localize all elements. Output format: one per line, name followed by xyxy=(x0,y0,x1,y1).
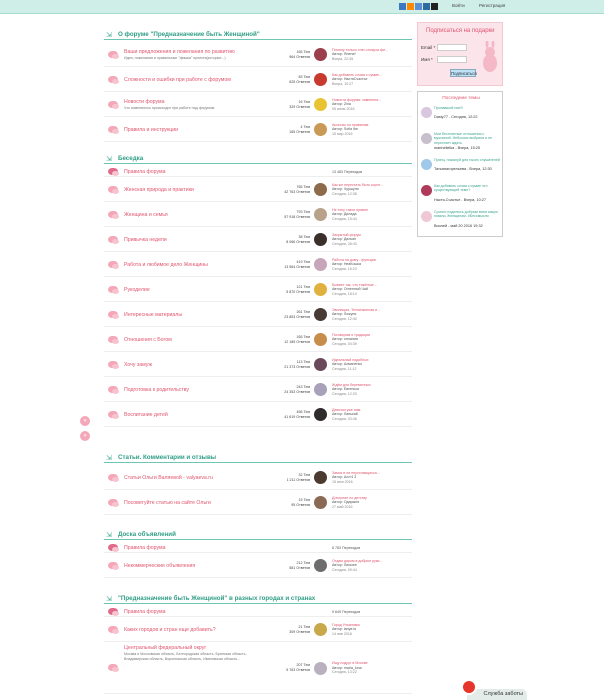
forum-name-link[interactable]: Рукоделие xyxy=(124,286,150,293)
redirect-count: 8 783 Переходов xyxy=(332,545,361,550)
latest-topics-box xyxy=(417,91,503,237)
forum-row xyxy=(104,553,412,578)
forum-row xyxy=(104,606,412,617)
topic-count: 456 Тем xyxy=(296,409,310,414)
last-post-author: Автор: Sofia Ibe xyxy=(332,127,359,132)
avatar[interactable] xyxy=(314,73,327,86)
reply-count: 8 066 Ответов xyxy=(286,239,310,244)
topic-count: 793 Тем xyxy=(296,209,310,214)
top-bar xyxy=(0,0,604,14)
reply-count: 24 353 Ответов xyxy=(284,389,310,394)
last-post-date: Сегодня, 04:39 xyxy=(332,341,357,346)
avatar[interactable] xyxy=(314,258,327,271)
avatar[interactable] xyxy=(314,662,327,675)
forum-row xyxy=(104,490,412,515)
collapse-icon[interactable]: ⇲ xyxy=(106,596,112,603)
topic-count: 15 Тем xyxy=(298,497,310,502)
avatar[interactable] xyxy=(421,159,432,170)
last-post-author: Автор: Ахманенко xyxy=(332,362,363,367)
last-post-author: Автор: Дилада xyxy=(332,212,357,217)
avatar[interactable] xyxy=(314,383,327,396)
forum-status-icon xyxy=(108,608,118,615)
forum-description: Москва и Московская область, Белгородская область, Брянская область, Владимирская область, Воронежская область, Ивановская область... xyxy=(124,652,247,661)
subscribe-box xyxy=(417,22,503,86)
avatar[interactable] xyxy=(314,408,327,421)
last-post xyxy=(332,559,410,573)
forum-stats xyxy=(264,498,310,508)
reply-count: 42 763 Ответов xyxy=(284,189,310,194)
reply-count: 329 Ответов xyxy=(289,104,310,109)
last-post-date: 27 май 2016 xyxy=(332,504,353,509)
reply-count: 41 619 Ответов xyxy=(284,414,310,419)
forum-name-link[interactable]: Женщина и семья xyxy=(124,211,168,218)
topic-count: 207 Тем xyxy=(296,663,310,667)
last-post-author: Автор: Евгенька xyxy=(332,387,359,392)
latest-topic-item xyxy=(420,210,502,230)
topic-count: 83 Тем xyxy=(298,74,310,79)
category-title[interactable]: О форуме "Предназначение быть Женщиной" xyxy=(118,31,260,38)
last-post-author: Автор: Ланька8 xyxy=(332,412,358,417)
care-service-button[interactable] xyxy=(467,689,527,700)
forum-name-link[interactable]: Интересные материалы xyxy=(124,311,183,318)
last-post-title-link[interactable]: Бывает так, что тяжёлые... xyxy=(332,282,377,287)
forum-stats xyxy=(264,385,310,395)
social-icon[interactable] xyxy=(415,3,422,10)
forum-name-link[interactable]: Новости форума xyxy=(124,98,165,105)
avatar[interactable] xyxy=(314,559,327,572)
forum-row xyxy=(104,277,412,302)
category-title[interactable]: Доска объявлений xyxy=(118,531,176,538)
forum-name-link[interactable]: Правила и инструкции xyxy=(124,126,179,133)
category-section xyxy=(104,154,412,421)
last-post xyxy=(332,73,410,87)
sidebar xyxy=(417,22,503,237)
forum-row xyxy=(104,177,412,202)
forum-name-link[interactable]: Воспитание детей xyxy=(124,411,168,418)
topic-count: 16 Тем xyxy=(298,99,310,104)
forum-status-icon xyxy=(108,211,118,218)
forum-status-icon xyxy=(108,411,118,418)
forum-status-icon xyxy=(108,386,118,393)
last-post-title-link[interactable]: Девочки уже нам xyxy=(332,407,361,412)
page-up-button[interactable]: « xyxy=(80,416,90,426)
forum-name-link[interactable]: Подготовка к родительству xyxy=(124,386,189,393)
forum-stats xyxy=(264,625,310,635)
email-label: Email * xyxy=(421,45,436,50)
notification-icon xyxy=(461,679,477,695)
redirect-count: 9 649 Переходов xyxy=(332,609,361,614)
forum-stats xyxy=(264,410,310,420)
category-section xyxy=(104,594,412,675)
forum-row xyxy=(104,117,412,142)
forum-row xyxy=(104,617,412,642)
topic-count: 4 Тем xyxy=(300,124,310,129)
forum-name-link[interactable]: Посоветуйте статью на сайте Ольги xyxy=(124,499,211,506)
last-post-author: Автор: Ложуля xyxy=(332,312,357,317)
forum-stats xyxy=(264,663,310,673)
reply-count: 95 Ответов xyxy=(291,502,310,507)
last-post-title-link[interactable]: Аксессы по правилам xyxy=(332,122,369,127)
topic-count: 212 Тем xyxy=(296,560,310,565)
last-post-title-link[interactable]: Закрытый форум xyxy=(332,232,361,237)
subscribe-button[interactable]: Подписаться xyxy=(451,71,477,76)
forum-stats xyxy=(264,235,310,245)
latest-topic-link[interactable]: Срочно поделюсь добрым всем какую помочь Женщинам. #Бессмысли xyxy=(434,210,498,219)
forum-status-icon xyxy=(108,76,118,83)
forum-stats xyxy=(264,473,310,483)
forum-stats xyxy=(264,285,310,295)
category-section xyxy=(104,530,412,572)
last-post-author: Автор: lanya ts xyxy=(332,627,357,632)
reply-count: 5 763 Ответов xyxy=(286,668,310,672)
latest-topic-meta: Татьянагорельева - Вчера, 12:30 xyxy=(434,167,492,171)
last-post-author: Автор: Алл'4 3 xyxy=(332,475,357,480)
last-post-author: Автор: НастяСчастье xyxy=(332,77,368,82)
category-header[interactable] xyxy=(104,530,412,540)
latest-topic-meta: Виолей - май 20 2016 19:32 xyxy=(434,224,483,228)
latest-topic-link[interactable]: Как добавить слова к сумме что существующей теме? xyxy=(434,184,488,193)
forum-row xyxy=(104,92,412,117)
avatar[interactable] xyxy=(314,308,327,321)
last-post-author: Автор: Ликсинг xyxy=(332,563,357,568)
topic-count: 165 Тем xyxy=(296,334,310,339)
avatar[interactable] xyxy=(314,358,327,371)
forum-stats xyxy=(264,210,310,220)
forum-name-link[interactable]: Хочу замуж xyxy=(124,361,152,368)
forum-stats xyxy=(264,561,310,571)
forum-name-link[interactable]: Статьи Ольги Валяевой - valyaeva.ru xyxy=(124,474,213,481)
topic-count: 243 Тем xyxy=(296,384,310,389)
forum-status-icon xyxy=(108,499,118,506)
forum-status-icon xyxy=(108,544,118,551)
last-post-title-link[interactable]: Почему только снег-спокуха фи... xyxy=(332,47,388,52)
avatar[interactable] xyxy=(421,211,432,222)
last-post-date: Вчера, 10:27 xyxy=(332,81,354,86)
forum-status-icon xyxy=(108,664,118,671)
last-post xyxy=(332,208,410,222)
avatar[interactable] xyxy=(421,107,432,118)
topic-count: 261 Тем xyxy=(296,309,310,314)
last-post-title-link[interactable]: Новости форума: заменили... xyxy=(332,97,382,102)
avatar[interactable] xyxy=(314,233,327,246)
forum-name-link[interactable]: Ваши предложения и пожелания по развитию xyxy=(124,48,235,55)
forum-name-link[interactable]: Сложности и ошибки при работе с форумом xyxy=(124,76,231,83)
category-header[interactable] xyxy=(104,154,412,164)
forum-stats xyxy=(264,125,310,135)
avatar[interactable] xyxy=(314,123,327,136)
last-post-author: Автор: оплалия xyxy=(332,337,358,342)
forum-row xyxy=(104,67,412,92)
collapse-icon[interactable]: ⇲ xyxy=(106,455,112,462)
last-post-author: Автор: Одарыня xyxy=(332,500,360,505)
forum-row xyxy=(104,542,412,553)
name-label: Имя * xyxy=(421,57,433,62)
reply-count: 165 Ответов xyxy=(289,129,310,134)
forum-row xyxy=(104,352,412,377)
reply-count: 21 373 Ответов xyxy=(284,364,310,369)
forum-status-icon xyxy=(108,126,118,133)
last-post-title-link[interactable]: Работа на дому - функции xyxy=(332,257,376,262)
avatar[interactable] xyxy=(314,623,327,636)
forum-status-icon xyxy=(108,261,118,268)
topic-count: 765 Тем xyxy=(296,184,310,189)
last-post-author: Автор: Zina xyxy=(332,102,351,107)
topic-count: 121 Тем xyxy=(296,284,310,289)
last-post-date: Сегодня, 11:12 xyxy=(332,366,357,371)
latest-topic-meta: Настя-Счастье - Вчера, 10:27 xyxy=(434,198,487,202)
collapse-icon[interactable]: ⇲ xyxy=(106,156,112,163)
latest-topic-meta: Dasty77 - Сегодня, 12:22 xyxy=(434,115,478,119)
forum-stats xyxy=(264,185,310,195)
last-post-title-link[interactable]: Поговорим о традиции xyxy=(332,332,370,337)
latest-topic-link[interactable]: Пропавший ник!!! xyxy=(434,106,463,110)
collapse-icon[interactable]: ⇲ xyxy=(106,32,112,39)
last-post-date: Сегодня, 28:43 xyxy=(332,241,357,246)
forum-row xyxy=(104,202,412,227)
forum-name-link[interactable]: Правила форума xyxy=(124,544,166,551)
last-post-title-link[interactable]: Ждём для беременных xyxy=(332,382,371,387)
forum-row xyxy=(104,465,412,490)
last-post xyxy=(332,283,410,297)
avatar[interactable] xyxy=(314,208,327,221)
forum-stats xyxy=(264,50,310,60)
last-post-title-link[interactable]: Как же перестать быть корот... xyxy=(332,182,383,187)
last-post-title-link[interactable]: Эволюция, Техни/жонная и... xyxy=(332,307,381,312)
topic-count: 113 Тем xyxy=(296,359,310,364)
reply-count: 625 Ответов xyxy=(289,79,310,84)
forum-status-icon xyxy=(108,101,118,108)
last-post-author: Автор: Чуршуля xyxy=(332,187,359,192)
forum-row xyxy=(104,252,412,277)
social-icons xyxy=(399,3,438,10)
latest-topics-title: Последние темы xyxy=(442,96,480,101)
last-post-title-link[interactable]: Отдам даром в добрые руки... xyxy=(332,558,383,563)
last-post xyxy=(332,496,410,510)
register-link[interactable]: Регистрация xyxy=(479,3,506,8)
forum-row xyxy=(104,302,412,327)
reply-count: 5 870 Ответов xyxy=(286,289,310,294)
forum-status-icon xyxy=(108,474,118,481)
forum-row xyxy=(104,327,412,352)
bunny-illustration-icon xyxy=(480,41,500,73)
latest-topic-item xyxy=(420,158,502,178)
avatar[interactable] xyxy=(314,496,327,509)
forum-row xyxy=(104,42,412,67)
topic-count: 21 Тем xyxy=(298,624,310,629)
last-post xyxy=(332,258,410,272)
forum-status-icon xyxy=(108,51,118,58)
last-post xyxy=(332,48,410,62)
avatar[interactable] xyxy=(314,333,327,346)
last-post-date: Сегодня, 09:44 xyxy=(332,567,357,572)
forum-status-icon xyxy=(108,562,118,569)
last-post xyxy=(332,408,410,422)
social-icon[interactable] xyxy=(399,3,406,10)
avatar[interactable] xyxy=(314,48,327,61)
reply-count: 57 918 Ответов xyxy=(284,214,310,219)
topic-count: 419 Тем xyxy=(296,259,310,264)
last-post xyxy=(332,183,410,197)
category-header[interactable] xyxy=(104,594,412,604)
reply-count: 1 211 Ответов xyxy=(286,477,310,482)
category-title[interactable]: "Предназначение быть Женщиной" в разных городах и странах xyxy=(118,595,316,602)
forum-name-link[interactable]: Правила форума xyxy=(124,168,166,175)
forum-status-icon xyxy=(108,626,118,633)
category-section xyxy=(104,30,412,136)
last-post-date: 05 июнь 2016 xyxy=(332,106,355,111)
login-link[interactable]: Войти xyxy=(452,3,465,8)
latest-topic-link[interactable]: Мои бесплатные отношения с мужчиной. Небосяок выбрали и не перестает ждать. xyxy=(434,132,493,145)
last-post-title-link[interactable]: Город Ульяновск xyxy=(332,622,360,627)
latest-topic-item xyxy=(420,132,502,152)
forum-description: Идеи, пожелания и правильные "фишки" проекта(которые...) xyxy=(124,55,226,60)
forum-status-icon xyxy=(108,286,118,293)
reply-count: 23 853 Ответов xyxy=(284,314,310,319)
latest-topic-meta: marinellelka - Вчера, 15:25 xyxy=(434,146,480,150)
forum-row xyxy=(104,166,412,177)
forum-stats xyxy=(264,360,310,370)
redirect-count: 13 483 Переходов xyxy=(332,169,363,174)
last-post-date: Сегодня, 12:33 xyxy=(332,391,357,396)
last-post-title-link[interactable]: Замок в ли неустоявщихся... xyxy=(332,470,380,475)
avatar[interactable] xyxy=(421,185,432,196)
forum-name-link[interactable]: Отношения с Богом xyxy=(124,336,172,343)
forum-status-icon xyxy=(108,186,118,193)
forum-stats xyxy=(264,335,310,345)
last-post-date: Сегодня, 15:44 xyxy=(332,216,357,221)
forum-description: Что изменилось происходит при работе над форумом xyxy=(124,105,215,110)
last-post-author: Автор: Дильян xyxy=(332,237,357,242)
last-post xyxy=(332,383,410,397)
last-post-date: Сегодня, 12:40 xyxy=(332,316,357,321)
avatar[interactable] xyxy=(421,133,432,144)
category-title[interactable]: Статьи. Комментарии и отзывы xyxy=(118,454,217,461)
last-post-title-link[interactable]: Дочерние по детству xyxy=(332,495,367,500)
reply-count: 13 564 Ответов xyxy=(284,264,310,269)
category-section xyxy=(104,453,412,509)
forum-row xyxy=(104,402,412,427)
forum-status-icon xyxy=(108,168,118,175)
forum-row xyxy=(104,227,412,252)
reply-count: 964 Ответов xyxy=(289,54,310,59)
forum-stats xyxy=(264,310,310,320)
forum-row xyxy=(104,377,412,402)
reply-count: 581 Ответов xyxy=(289,565,310,570)
last-post-date: Сегодня, 16:23 xyxy=(332,266,357,271)
last-post xyxy=(332,358,410,372)
last-post-date: Сегодня, 13:22 xyxy=(332,670,357,675)
reply-count: 12 189 Ответов xyxy=(284,339,310,344)
page-down-button[interactable]: » xyxy=(80,431,90,441)
last-post-date: 15 июн 2016 xyxy=(332,479,353,484)
forum-status-icon xyxy=(108,236,118,243)
last-post-title-link[interactable]: Ищу подруг в Москве xyxy=(332,661,368,665)
topic-count: 38 Тем xyxy=(298,234,310,239)
avatar[interactable] xyxy=(314,471,327,484)
forum-name-link[interactable]: Женская природа и практики xyxy=(124,186,194,193)
last-post-date: Сегодня, 03:46 xyxy=(332,416,357,421)
last-post-date: Сегодня, 18:14 xyxy=(332,291,357,296)
category-title[interactable]: Беседка xyxy=(118,155,144,162)
last-post xyxy=(332,98,410,112)
last-post-title-link[interactable]: Не тону такое правне xyxy=(332,207,369,212)
last-post xyxy=(332,661,410,675)
latest-topic-item xyxy=(420,106,502,126)
last-post-date: Сегодня, 12:38 xyxy=(332,191,357,196)
social-icon[interactable] xyxy=(407,3,414,10)
subscribe-title: Подписаться на подарки xyxy=(426,28,495,34)
topic-count: 165 Тем xyxy=(296,49,310,54)
care-service-label: Служба заботы xyxy=(483,691,523,697)
collapse-icon[interactable]: ⇲ xyxy=(106,532,112,539)
last-post-title-link[interactable]: Как добавить слова к сумме... xyxy=(332,72,383,77)
forum-row xyxy=(104,642,412,694)
forum-name-link[interactable]: Центральный федеральный округ xyxy=(124,645,207,651)
forum-name-link[interactable]: Работа и любимое дело Женщины xyxy=(124,261,208,268)
last-post-author: Автор: Ялена* xyxy=(332,52,356,57)
forum-name-link[interactable]: Привычка недели xyxy=(124,236,167,243)
avatar[interactable] xyxy=(314,283,327,296)
category-header[interactable] xyxy=(104,30,412,40)
last-post xyxy=(332,123,410,137)
avatar[interactable] xyxy=(314,98,327,111)
reply-count: 309 Ответов xyxy=(289,629,310,634)
forum-status-icon xyxy=(108,336,118,343)
forum-status-icon xyxy=(108,361,118,368)
forum-name-link[interactable]: Каких городов и стран еще добавить? xyxy=(124,626,216,633)
last-post-author: Автор: НеаКошка xyxy=(332,262,362,267)
last-post-author: Автор: Огненный Чай xyxy=(332,287,368,292)
topic-count: 32 Тем xyxy=(298,472,310,477)
last-post-title-link[interactable]: Идеальный подобных xyxy=(332,357,369,362)
last-post-date: Вчера, 22:45 xyxy=(332,56,354,61)
email-field[interactable] xyxy=(437,44,467,51)
forum-name-link[interactable]: Правила форума xyxy=(124,608,166,615)
latest-topic-link[interactable]: Принц, пожалуй для тысяч слушателей xyxy=(434,158,500,162)
avatar[interactable] xyxy=(314,183,327,196)
forum-name-link[interactable]: Некоммерческие объявления xyxy=(124,562,196,569)
last-post xyxy=(332,623,410,637)
forum-stats xyxy=(264,75,310,85)
name-field[interactable] xyxy=(437,56,467,63)
forum-status-icon xyxy=(108,311,118,318)
forum-stats xyxy=(264,100,310,110)
social-icon[interactable] xyxy=(423,3,430,10)
social-icon[interactable] xyxy=(431,3,438,10)
last-post xyxy=(332,333,410,347)
last-post-date: 14 янв 2016 xyxy=(332,631,352,636)
last-post-date: 15 мар 2016 xyxy=(332,131,353,136)
category-header[interactable] xyxy=(104,453,412,463)
last-post xyxy=(332,233,410,247)
latest-topic-item xyxy=(420,184,502,204)
last-post-author: Автор: maria_luna xyxy=(332,665,362,670)
forum-stats xyxy=(264,260,310,270)
last-post xyxy=(332,308,410,322)
last-post xyxy=(332,471,410,485)
